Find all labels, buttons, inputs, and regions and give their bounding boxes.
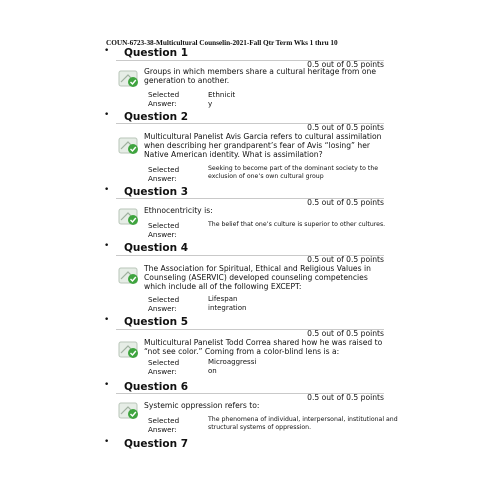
question-text: Multicultural Panelist Avis Garcia refers to cultural assimilation when describing her grandparent’s fear of Avis “losing” her Native American identity. What is assimilation?: [144, 132, 382, 160]
question-title: Question 2: [124, 111, 189, 123]
correct-check-icon: [118, 267, 140, 285]
selected-answer-label: Selected Answer:: [148, 90, 180, 108]
bullet: •: [104, 46, 110, 56]
question-points: 0.5 out of 0.5 points: [307, 123, 384, 132]
correct-check-icon: [118, 208, 140, 226]
selected-answer: Microaggressi on: [208, 358, 257, 375]
bullet: •: [104, 315, 110, 325]
question-points: 0.5 out of 0.5 points: [307, 198, 384, 207]
question-points: 0.5 out of 0.5 points: [307, 329, 384, 338]
question-text: Groups in which members share a cultural heritage from one generation to another.: [144, 67, 376, 86]
selected-answer: The phenomena of individual, interpersonal, institutional and structural systems of oppression.: [208, 416, 398, 431]
bullet: •: [104, 110, 110, 120]
question-text: Ethnocentricity is:: [144, 206, 213, 215]
question-title: Question 3: [124, 186, 189, 198]
question-title: Question 7: [124, 438, 189, 450]
selected-answer-label: Selected Answer:: [148, 295, 180, 313]
selected-answer: Ethnicit y: [208, 90, 236, 108]
question-points: 0.5 out of 0.5 points: [307, 60, 384, 69]
bullet: •: [104, 241, 110, 251]
question-title: Question 4: [124, 242, 189, 254]
selected-answer: Seeking to become part of the dominant society to the exclusion of one’s own cultural group: [208, 165, 379, 180]
selected-answer-label: Selected Answer:: [148, 358, 180, 376]
selected-answer-label: Selected Answer:: [148, 416, 180, 434]
selected-answer-label: Selected Answer:: [148, 221, 180, 239]
correct-check-icon: [118, 341, 140, 359]
correct-check-icon: [118, 402, 140, 420]
bullet: •: [104, 185, 110, 195]
bullet: •: [104, 380, 110, 390]
bullet: •: [104, 437, 110, 447]
question-text: The Association for Spiritual, Ethical and Religious Values in Counseling (ASERVIC) developed counseling competencies which include all of the following EXCEPT:: [144, 264, 371, 292]
question-text: Systemic oppression refers to:: [144, 401, 260, 410]
document-title: COUN-6723-38-Multicultural Counselin-2021-Fall Qtr Term Wks 1 thru 10: [106, 38, 338, 47]
selected-answer-label: Selected Answer:: [148, 165, 180, 183]
question-text: Multicultural Panelist Todd Correa shared how he was raised to “not see color.” Coming from a color-blind lens is a:: [144, 338, 383, 357]
correct-check-icon: [118, 137, 140, 155]
correct-check-icon: [118, 70, 140, 88]
question-points: 0.5 out of 0.5 points: [307, 255, 384, 264]
question-title: Question 5: [124, 316, 189, 328]
selected-answer: The belief that one’s culture is superior to other cultures.: [208, 221, 386, 228]
question-points: 0.5 out of 0.5 points: [307, 393, 384, 402]
selected-answer: Lifespan integration: [208, 295, 247, 312]
question-title: Question 1: [124, 47, 189, 59]
question-title: Question 6: [124, 381, 189, 393]
